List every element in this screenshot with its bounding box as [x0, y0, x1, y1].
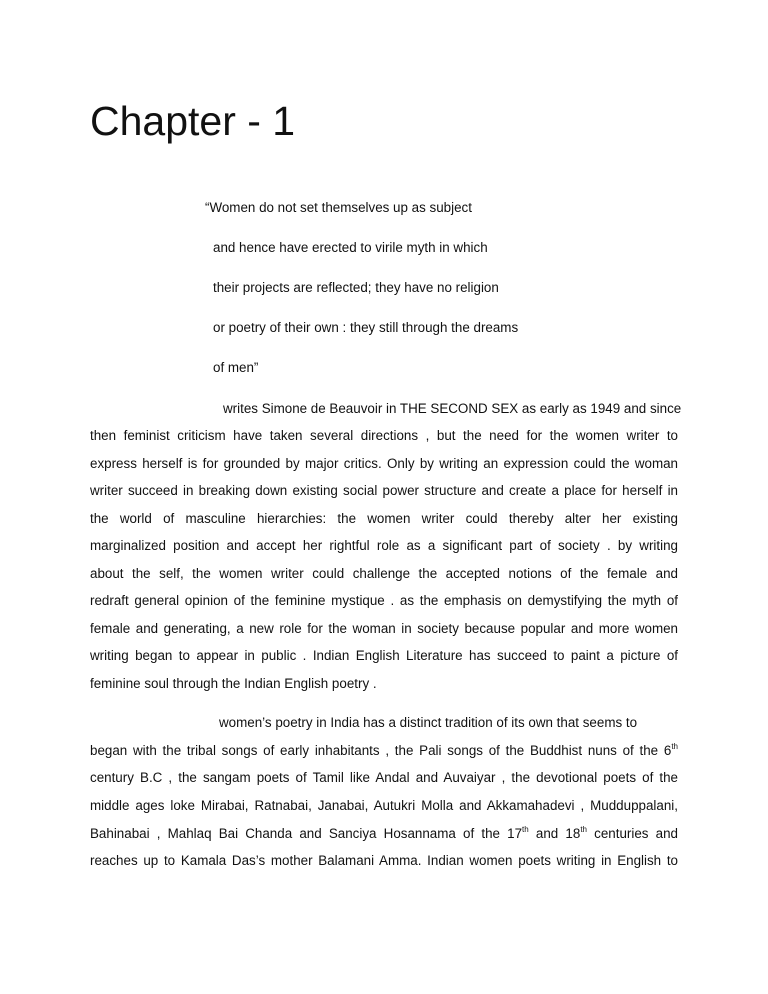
paragraph-line: the world of masculine hierarchies: the women writer could thereby alter her existing: [90, 511, 678, 526]
paragraph-line: writes Simone de Beauvoir in THE SECOND SEX as early as 1949 and since: [223, 401, 682, 416]
epigraph-line: their projects are reflected; they have no religion: [213, 280, 499, 295]
paragraph-line: female and generating, a new role for the woman in society because popular and more women: [90, 621, 678, 636]
line-text: began with the tribal songs of early inhabitants , the Pali songs of the Buddhist nuns of the 6: [90, 743, 672, 758]
epigraph-line: of men”: [213, 360, 259, 375]
paragraph-line: writing began to appear in public . Indian English Literature has succeed to paint a picture of: [90, 648, 678, 663]
paragraph-line: redraft general opinion of the feminine mystique . as the emphasis on demystifying the myth of: [90, 593, 678, 608]
paragraph-line: century B.C , the sangam poets of Tamil like Andal and Auvaiyar , the devotional poets of the: [90, 770, 678, 785]
paragraph-line: writer succeed in breaking down existing social power structure and create a place for herself in: [90, 483, 678, 498]
line-text: Bahinabai , Mahlaq Bai Chanda and Sanciya Hosannama of the 17: [90, 826, 523, 841]
paragraph-line: women’s poetry in India has a distinct tradition of its own that seems to: [219, 715, 638, 730]
paragraph-line: feminine soul through the Indian English poetry .: [90, 676, 377, 691]
line-text: and 18: [528, 826, 581, 841]
ordinal-suffix: th: [671, 742, 678, 751]
ordinal-suffix: th: [580, 825, 587, 834]
epigraph-line: “Women do not set themselves up as subject: [205, 200, 472, 215]
epigraph-line: or poetry of their own : they still through the dreams: [213, 320, 519, 335]
line-text: centuries and: [586, 826, 679, 841]
paragraph-line: reaches up to Kamala Das’s mother Balamani Amma. Indian women poets writing in English to: [90, 853, 678, 868]
epigraph-line: and hence have erected to virile myth in which: [213, 240, 488, 255]
paragraph-line: [90, 742, 678, 760]
paragraph-line: then feminist criticism have taken several directions , but the need for the women writer to: [90, 428, 678, 443]
ordinal-suffix: th: [522, 825, 529, 834]
paragraph-line: [90, 825, 678, 843]
paragraph-line: about the self, the women writer could challenge the accepted notions of the female and: [90, 566, 678, 581]
paragraph-line: marginalized position and accept her rightful role as a significant part of society . by writing: [90, 538, 678, 553]
paragraph-line: express herself is for grounded by major critics. Only by writing an expression could the woman: [90, 456, 678, 471]
chapter-title: Chapter - 1: [90, 98, 296, 144]
paragraph-line: middle ages loke Mirabai, Ratnabai, Janabai, Autukri Molla and Akkamahadevi , Mudduppalani,: [90, 798, 678, 813]
